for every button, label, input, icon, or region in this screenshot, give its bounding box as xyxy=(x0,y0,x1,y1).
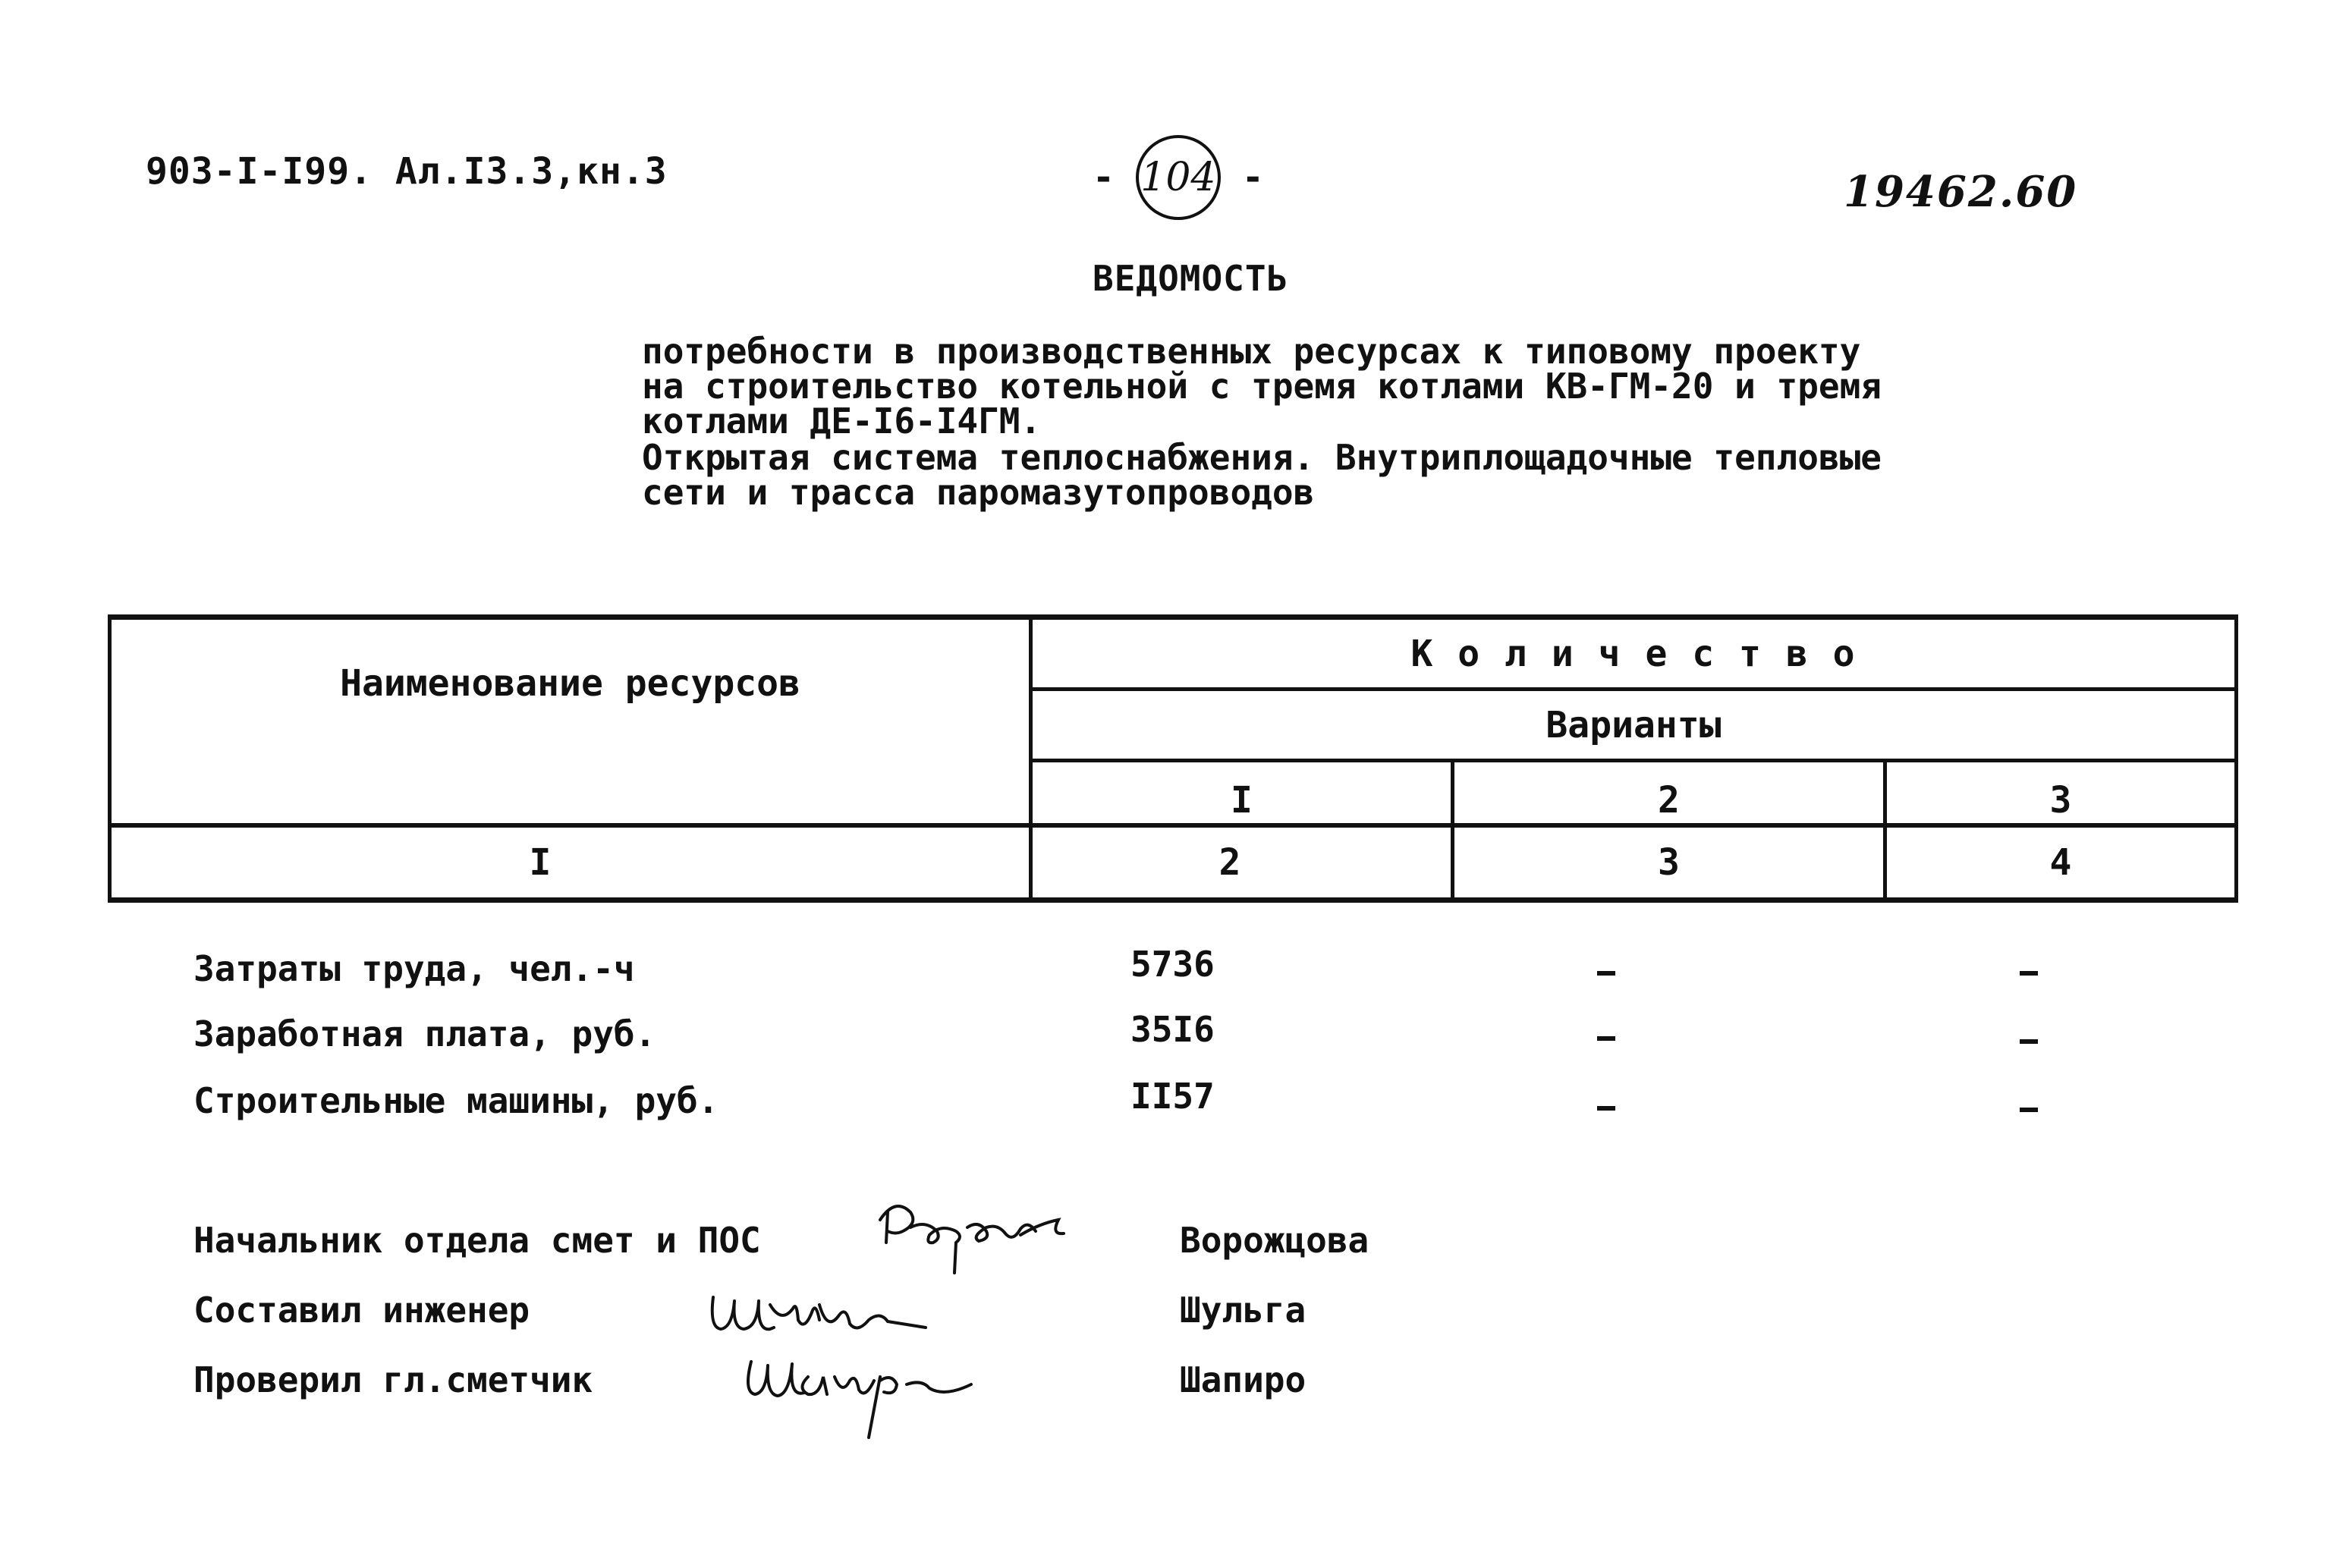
column-number-4: 4 xyxy=(2049,841,2072,884)
description-line: котлами ДЕ-I6-I4ГМ. xyxy=(642,401,1042,441)
header-resource-name: Наименование ресурсов xyxy=(340,662,800,705)
row-value-variant-2 xyxy=(1597,971,1615,976)
signature-name: Ворожцова xyxy=(1180,1220,1369,1261)
row-value-variant-3 xyxy=(2020,1039,2038,1044)
description-line: на строительство котельной с тремя котлами КВ-ГМ-20 и тремя xyxy=(642,366,1882,407)
handwritten-number: 19462.60 xyxy=(1844,167,2078,217)
page-number-block xyxy=(1093,135,1264,220)
description-line: сети и трасса паромазутопроводов xyxy=(642,472,1315,513)
row-label: Заработная плата, руб. xyxy=(193,1013,656,1054)
row-value-variant-1: 5736 xyxy=(1130,944,1215,985)
document-code: 903-I-I99. Ал.I3.3,кн.3 xyxy=(146,150,668,193)
row-label: Строительные машины, руб. xyxy=(193,1080,719,1121)
row-value-variant-3 xyxy=(2020,1108,2038,1112)
table-border-bottom xyxy=(108,897,2238,903)
column-number-2: 2 xyxy=(1218,841,1241,884)
signature-name: Шапиро xyxy=(1180,1359,1306,1400)
signature-role: Проверил гл.сметчик xyxy=(193,1359,593,1400)
header-quantity: К о л и ч е с т в о xyxy=(1410,632,1857,675)
row-value-variant-3 xyxy=(2020,971,2038,976)
variant-label-3: 3 xyxy=(2049,779,2072,822)
page-dash-left: - xyxy=(1093,156,1115,199)
column-number-1: I xyxy=(529,841,552,884)
page-number: 104 xyxy=(1136,135,1221,220)
page-dash-right: - xyxy=(1241,156,1264,199)
signature-role: Составил инженер xyxy=(193,1290,530,1331)
signature-role: Начальник отдела смет и ПОС xyxy=(193,1220,761,1261)
row-value-variant-2 xyxy=(1597,1106,1615,1111)
variant-label-2: 2 xyxy=(1658,779,1680,822)
row-value-variant-1: II57 xyxy=(1130,1076,1215,1117)
row-value-variant-2 xyxy=(1597,1036,1615,1041)
signature-name: Шульга xyxy=(1180,1290,1306,1331)
column-number-3: 3 xyxy=(1658,841,1680,884)
header-variants: Варианты xyxy=(1545,703,1722,746)
handwritten-signature xyxy=(865,1189,1085,1288)
row-value-variant-1: 35I6 xyxy=(1130,1009,1215,1050)
variant-label-1: I xyxy=(1231,779,1253,822)
description-line: Открытая система теплоснабжения. Внутриплощадочные тепловые xyxy=(642,437,1882,478)
table-border-top xyxy=(108,614,2238,620)
document-description xyxy=(642,331,1882,513)
row-label: Затраты труда, чел.-ч xyxy=(193,948,635,989)
document-title: ВЕДОМОСТЬ xyxy=(1093,258,1289,299)
description-line: потребности в производственных ресурсах к типовому проекту xyxy=(642,331,1861,372)
table-border-right xyxy=(2234,614,2238,903)
handwritten-signature xyxy=(728,1343,986,1441)
